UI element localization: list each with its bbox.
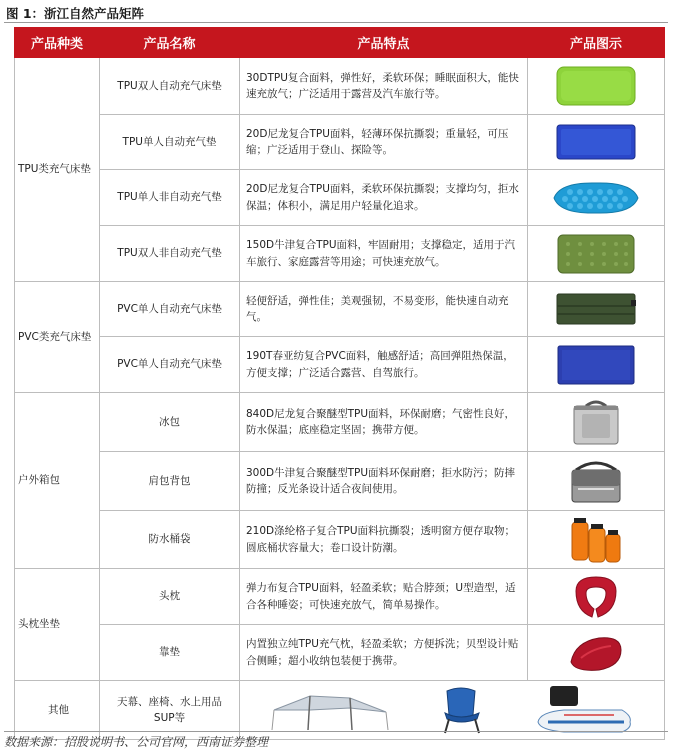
product-name: 头枕: [100, 569, 240, 625]
u-pillow-icon: [568, 573, 624, 621]
navy-pad-icon: [555, 343, 637, 387]
product-image: [528, 511, 665, 569]
product-feature: 190T春亚纺复合PVC面料，触感舒适；高回弹阻热保温，方便支撑；广泛适合露营、自驾旅行。: [240, 337, 528, 393]
header-features: 产品特点: [240, 28, 528, 58]
header-row: [15, 28, 665, 58]
table-row: [15, 58, 665, 115]
header-image: 产品图示: [528, 28, 665, 58]
category-tpu: TPU类充气床垫: [15, 58, 100, 282]
product-name: 防水桶袋: [100, 511, 240, 569]
product-matrix-table: [14, 27, 665, 740]
camping-chair-icon: [439, 685, 485, 735]
product-image: [528, 569, 665, 625]
category-pillow: 头枕坐垫: [15, 569, 100, 681]
category-other: 其他: [15, 681, 100, 740]
shoulder-bag-icon: [566, 456, 626, 506]
title-divider: [4, 22, 668, 23]
data-source: 数据来源：招股说明书、公司官网，西南证券整理: [4, 735, 269, 749]
table-row: [15, 115, 665, 170]
product-feature: 轻便舒适，弹性佳；美观强韧，不易变形，能快速自动充气。: [240, 282, 528, 337]
product-name: 靠垫: [100, 625, 240, 681]
green-mattress-icon: [555, 64, 637, 108]
header-category: 产品种类: [15, 28, 100, 58]
product-name: 冰包: [100, 393, 240, 452]
canopy-tarp-icon: [270, 688, 390, 732]
product-feature: 150D牛津复合TPU面料，牢固耐用；支撑稳定，适用于汽车旅行、家庭露营等用途；可快速充放气。: [240, 226, 528, 282]
category-outdoor: 户外箱包: [15, 393, 100, 569]
product-feature: 840D尼龙复合聚醚型TPU面料，环保耐磨；气密性良好，防水保温；底座稳定坚固；携带方便。: [240, 393, 528, 452]
table-row: [15, 393, 665, 452]
olive-mattress-icon: [556, 232, 636, 276]
product-name: PVC单人自动充气床垫: [100, 282, 240, 337]
product-feature: 内置独立纯TPU充气枕，轻盈柔软；方便拆洗；贝型设计贴合侧睡；超小收纳包装便于携带。: [240, 625, 528, 681]
cyan-pad-icon: [550, 179, 642, 217]
figure-title: 图 1：浙江自然产品矩阵: [6, 6, 145, 21]
product-feature: 20D尼龙复合TPU面料，柔软环保抗撕裂；支撑均匀，拒水保温；体积小，满足用户轻量化追求。: [240, 170, 528, 226]
cooler-bag-icon: [566, 396, 626, 448]
blue-pad-icon: [555, 122, 637, 162]
sup-board-icon: [534, 684, 634, 736]
product-feature: 20D尼龙复合TPU面料，轻薄环保抗撕裂；重量轻，可压缩；广泛适用于登山、探险等。: [240, 115, 528, 170]
table-row: [15, 511, 665, 569]
table-row: [15, 170, 665, 226]
product-image: [528, 170, 665, 226]
table-row: [15, 452, 665, 511]
table-row: [15, 337, 665, 393]
footer-divider: [4, 731, 668, 732]
product-name: TPU双人自动充气床垫: [100, 58, 240, 115]
product-name: TPU单人自动充气垫: [100, 115, 240, 170]
product-image: [528, 393, 665, 452]
product-image: [528, 625, 665, 681]
product-image: [528, 282, 665, 337]
product-name: TPU单人非自动充气垫: [100, 170, 240, 226]
header-name: 产品名称: [100, 28, 240, 58]
product-name: PVC单人自动充气床垫: [100, 337, 240, 393]
table-row: [15, 226, 665, 282]
table-row: [15, 569, 665, 625]
table-row: [15, 282, 665, 337]
dry-bags-icon: [566, 514, 626, 566]
product-feature: 210D涤纶格子复合TPU面料抗撕裂；透明窗方便存取物；圆底桶状容量大；卷口设计防潮。: [240, 511, 528, 569]
other-name-line1: 天幕、座椅、水上用品: [117, 695, 222, 708]
other-name-line2: SUP等: [153, 712, 186, 724]
product-name: TPU双人非自动充气垫: [100, 226, 240, 282]
product-name: 肩包背包: [100, 452, 240, 511]
product-feature: 30DTPU复合面料，弹性好，柔软环保；睡眠面积大，能快速充放气；广泛适用于露营及汽车旅行等。: [240, 58, 528, 115]
product-image: [528, 115, 665, 170]
table-row: [15, 625, 665, 681]
dark-green-pad-icon: [555, 290, 637, 328]
product-image: [528, 58, 665, 115]
cushion-icon: [565, 632, 627, 674]
product-image: [528, 337, 665, 393]
category-pvc: PVC类充气床垫: [15, 282, 100, 393]
product-image: [528, 226, 665, 282]
product-feature: 弹力布复合TPU面料，轻盈柔软；贴合脖颈；U型造型，适合各种睡姿；可快速充放气，简单易操作。: [240, 569, 528, 625]
product-image: [528, 452, 665, 511]
product-feature: 300D牛津复合聚醚型TPU面料环保耐磨；拒水防污；防摔防撞；反光条设计适合夜间使用。: [240, 452, 528, 511]
